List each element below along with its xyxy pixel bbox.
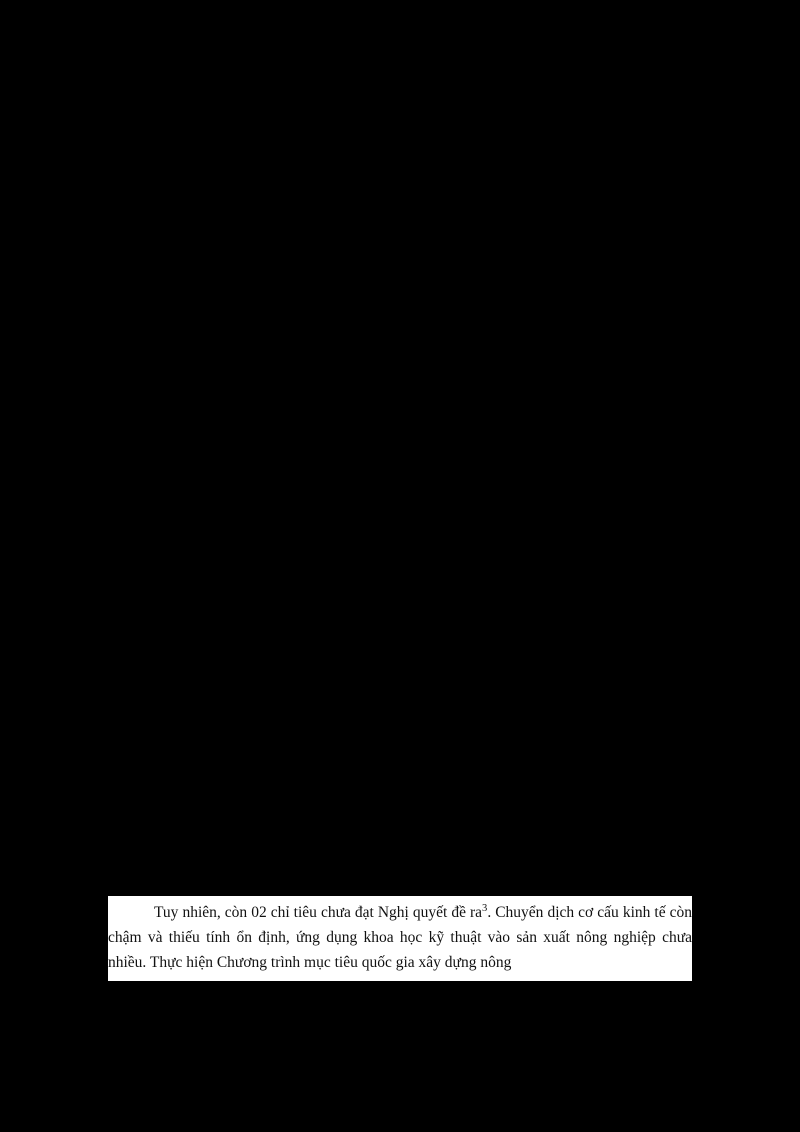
paragraph-line-2: kinh tế còn chậm và thiếu tính ổn định, ứng dụng khoa học kỹ thuật vào sản xuất [108, 904, 693, 947]
visible-text-block [108, 896, 692, 981]
paragraph [108, 900, 692, 975]
paragraph-line-3: nông nghiệp chưa nhiều. Thực hiện Chương trình mục tiêu quốc gia xây dựng nông [108, 929, 692, 972]
paragraph-line-1: Tuy nhiên, còn 02 chỉ tiêu chưa đạt Nghị quyết đề ra [154, 904, 483, 921]
paragraph-line-1-continued: . Chuyển dịch cơ cấu [487, 904, 619, 921]
footnote-marker: 3 [482, 902, 488, 914]
